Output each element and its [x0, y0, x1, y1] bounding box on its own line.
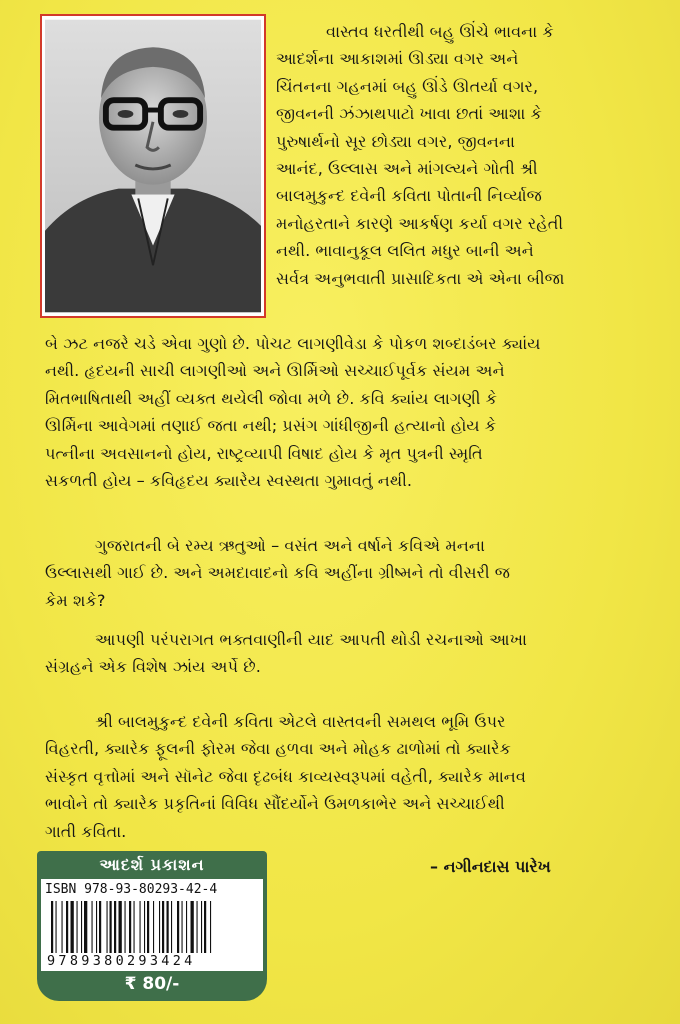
text-line: આદર્શના આકાશમાં ઊડ્યા વગર અને — [276, 49, 519, 69]
text-line: વિહરતી, ક્યારેક ફૂલની ફોરમ જેવા હળવા અને મોહક ઢાળોમાં તો ક્યારેક — [45, 739, 511, 759]
isbn-panel — [41, 879, 263, 971]
text-line: નથી. ભાવાનુકૂલ લલિત મધુર બાની અને — [276, 241, 534, 261]
isbn-number: ISBN 978-93-80293-42-4 — [45, 882, 218, 897]
text-line: સકળતી હોય – કવિહૃદય ક્યારેય સ્વસ્થતા ગુમાવતું નથી. — [45, 470, 413, 490]
publisher-name: આદર્શ પ્રકાશન — [99, 855, 205, 874]
barcode-digits: 9789380293424 — [47, 953, 196, 969]
text-line: ગાતી કવિતા. — [45, 821, 127, 841]
text-line: સંગ્રહને એક વિશેષ ઝાંય અર્પે છે. — [45, 657, 261, 677]
intro-paragraph-bottom — [45, 330, 540, 494]
text-line: કેમ શકે? — [45, 590, 106, 610]
text-line: ગુજરાતની બે રમ્ય ઋતુઓ – વસંત અને વર્ષાને કવિએ મનના — [95, 536, 485, 555]
author-credit: – નગીનદાસ પારેખ — [430, 857, 551, 876]
text-line: વાસ્તવ ધરતીથી બહુ ઊંચે ભાવના કે — [326, 22, 554, 41]
text-line: જીવનની ઝંઝાથપાટો ખાવા છતાં આશા કે — [276, 104, 542, 124]
text-line: બાલમુકુન્દ દવેની કવિતા પોતાની નિર્વ્યાજ — [276, 186, 542, 206]
price-label: ₹ 80/- — [124, 974, 180, 994]
seasons-paragraph — [45, 532, 510, 614]
text-line: આનંદ, ઉલ્લાસ અને માંગલ્યને ગોતી શ્રી — [276, 158, 538, 178]
author-portrait-image — [45, 19, 261, 313]
text-line: પુરુષાર્થનો સૂર છોડ્યા વગર, જીવનના — [276, 131, 516, 151]
text-line: શ્રી બાલમુકુન્દ દવેની કવિતા એટલે વાસ્તવની સમથલ ભૂમિ ઉપર — [95, 712, 506, 731]
publisher-box — [37, 851, 267, 1001]
text-line: સર્વત્ર અનુભવાતી પ્રાસાદિકતા એ એના બીજા — [276, 268, 565, 288]
text-line: નથી. હૃદયની સાચી લાગણીઓ અને ઊર્મિઓ સચ્ચાઈપૂર્વક સંયમ અને — [45, 361, 505, 381]
intro-paragraph-top — [276, 18, 622, 292]
text-line: ચિંતનના ગહનમાં બહુ ઊંડે ઊતર્યા વગર, — [276, 76, 539, 96]
text-line: બે ઝટ નજરે ચડે એવા ગુણો છે. પોચટ લાગણીવેડા કે પોકળ શબ્દાડંબર ક્યાંય — [45, 334, 541, 353]
text-line: ઊર્મિના આવેગમાં તણાઈ જતા નથી; પ્રસંગ ગાંધીજીની હત્યાનો હોય કે — [45, 416, 497, 436]
text-line: મિતભાષિતાથી અહીં વ્યક્ત થયેલી જોવા મળે છે. કવિ ક્યાંય લાગણી કે — [45, 388, 498, 408]
devotional-paragraph — [45, 626, 527, 681]
text-line: ઉલ્લાસથી ગાઈ છે. અને અમદાવાદનો કવિ અહીંના ગ્રીષ્મને તો વીસરી જ — [45, 563, 511, 583]
text-line: મનોહરતાને કારણે આકર્ષણ કર્યા વગર રહેતી — [276, 213, 564, 233]
text-line: સંસ્કૃત વૃત્તોમાં અને સૉનેટ જેવા દૃઢબંધ કાવ્યસ્વરૂપમાં વહેતી, ક્યારેક માનવ — [45, 766, 526, 786]
summary-paragraph — [45, 708, 526, 845]
text-line: પત્નીના અવસાનનો હોય, રાષ્ટ્રવ્યાપી વિષાદ હોય કે મૃત પુત્રની સ્મૃતિ — [45, 443, 483, 463]
barcode-icon — [51, 901, 256, 953]
text-line: આપણી પરંપરાગત ભક્તવાણીની યાદ આપતી થોડી રચનાઓ આખા — [95, 630, 527, 649]
author-photo — [40, 14, 266, 318]
text-line: ભાવોને તો ક્યારેક પ્રકૃતિનાં વિવિધ સૌંદર્યોને ઉમળકાભેર અને સચ્ચાઈથી — [45, 794, 505, 814]
